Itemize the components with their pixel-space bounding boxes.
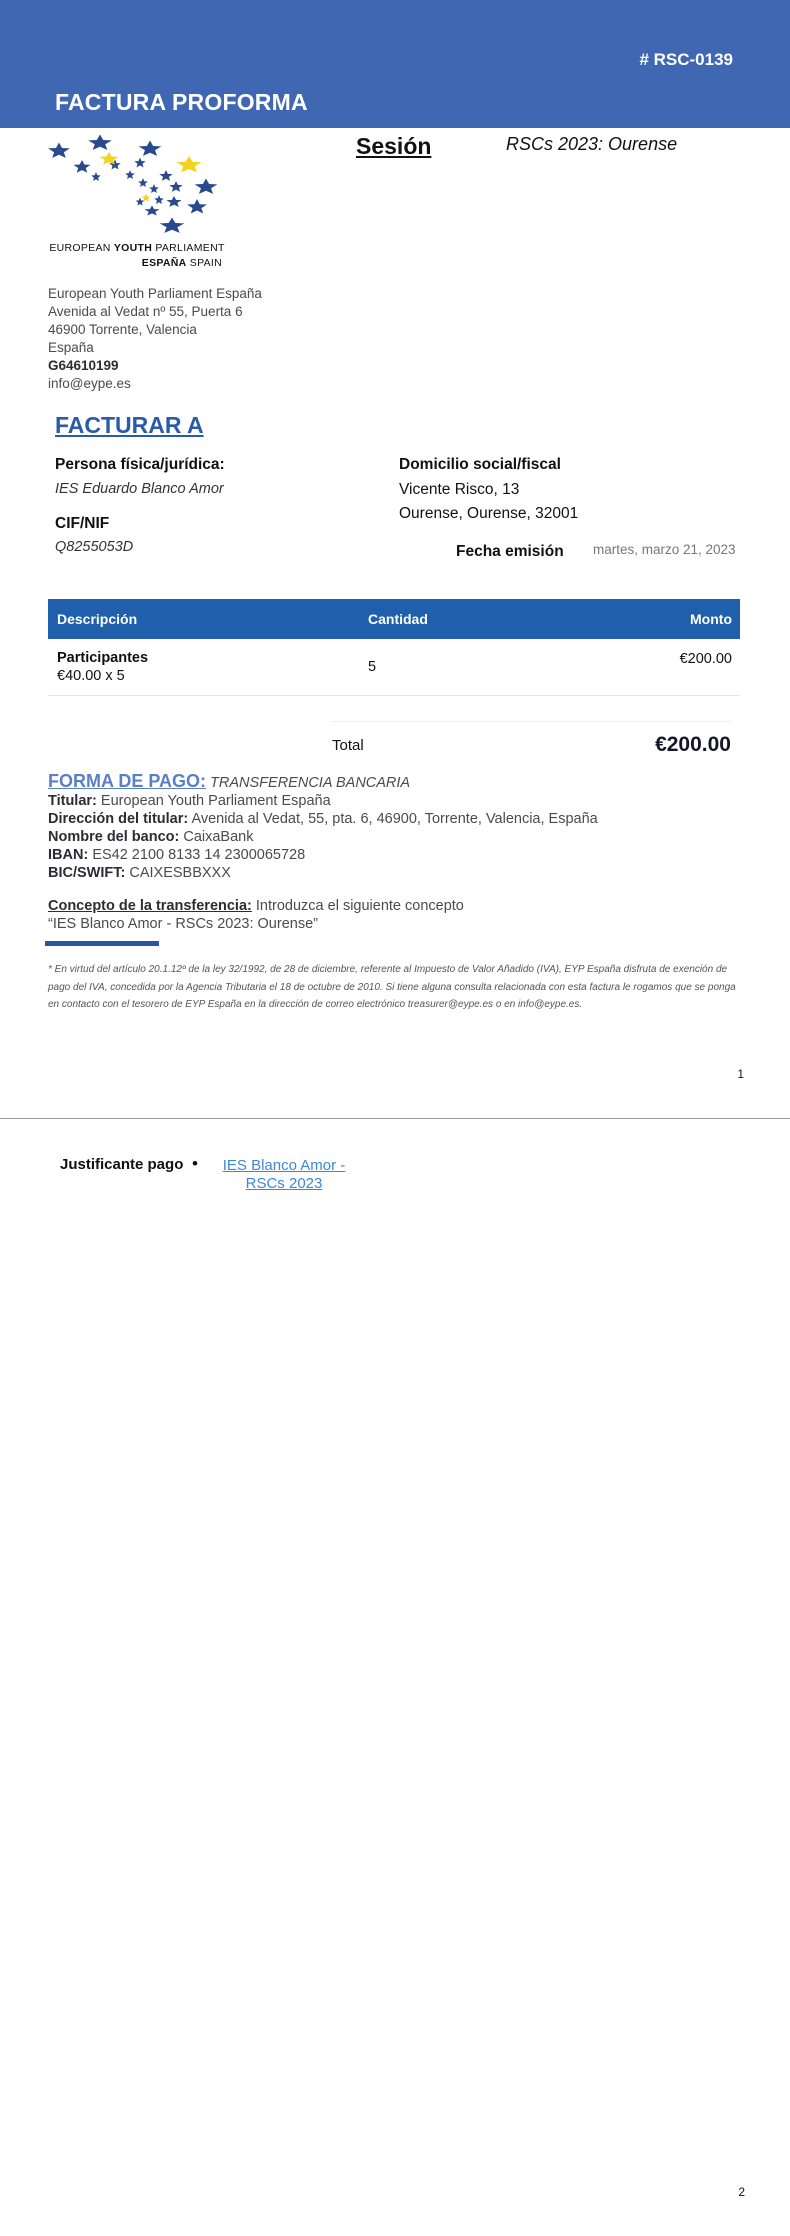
item-detail: €40.00 x 5 <box>57 668 125 684</box>
bank-label: Nombre del banco: <box>48 829 180 845</box>
item-description: Participantes <box>57 650 149 666</box>
payment-title: FORMA DE PAGO: <box>48 771 206 791</box>
items-table-header <box>48 599 740 639</box>
person-value: IES Eduardo Blanco Amor <box>55 481 224 497</box>
transfer-concept <box>48 897 464 933</box>
session-name: RSCs 2023: Ourense <box>506 134 678 154</box>
item-quantity: 5 <box>368 659 377 675</box>
holder-label: Titular: <box>48 793 97 809</box>
eyp-logo <box>42 134 232 274</box>
issue-date-label: Fecha emisión <box>456 543 564 560</box>
person-label: Persona física/jurídica: <box>55 456 225 473</box>
iban-value: ES42 2100 8133 14 2300065728 <box>92 847 306 863</box>
accent-bar <box>45 941 159 946</box>
address-line1: Vicente Risco, 13 <box>399 481 520 498</box>
payment-details <box>48 772 748 882</box>
concept-value: “IES Blanco Amor - RSCs 2023: Ourense” <box>48 916 318 932</box>
holder-value: European Youth Parliament España <box>100 793 331 809</box>
legal-note: * En virtud del artículo 20.1.12º de la ley 32/1992, de 28 de diciembre, referente al Impuesto de Valor Añadido (IVA), EYP España disfruta de exención de pago del IVA, concedida por la Agencia Tributaria el 18 de octubre de 2010. Si tiene alguna consulta relacionada con esta factura le rogamos que se ponga en contacto con el tesorero de EYP España en la dirección de correo electrónico treasurer@eype.es o en info@eype.es. <box>48 964 736 1010</box>
bic-label: BIC/SWIFT: <box>48 865 126 881</box>
issue-date-value: martes, marzo 21, 2023 <box>593 542 736 557</box>
issuer-email: info@eype.es <box>48 376 131 391</box>
page-number-1: 1 <box>737 1067 744 1081</box>
item-amount: €200.00 <box>679 651 732 667</box>
bank-value: CaixaBank <box>183 829 254 845</box>
address-label: Domicilio social/fiscal <box>399 456 561 473</box>
col-amount: Monto <box>690 611 732 627</box>
issuer-country: España <box>48 340 94 355</box>
eyp-stars-icon <box>42 134 232 239</box>
page-number-2: 2 <box>738 2185 745 2199</box>
session-label: Sesión <box>356 133 432 159</box>
total-value: €200.00 <box>655 733 731 756</box>
table-row <box>48 640 740 696</box>
col-quantity: Cantidad <box>368 611 428 627</box>
issuer-address-line2: 46900 Torrente, Valencia <box>48 322 197 337</box>
concept-intro: Introduzca el siguiente concepto <box>255 898 464 914</box>
issuer-details <box>48 285 262 393</box>
payment-method: TRANSFERENCIA BANCARIA <box>210 775 411 791</box>
bullet-icon: • <box>192 1154 198 1173</box>
bill-to-heading: FACTURAR A <box>55 412 204 438</box>
logo-text-line2: ESPAÑA SPAIN <box>141 257 222 269</box>
holder-address-label: Dirección del titular: <box>48 811 189 827</box>
bic-value: CAIXESBBXXX <box>129 865 231 881</box>
document-title: FACTURA PROFORMA <box>55 89 308 115</box>
col-description: Descripción <box>57 611 138 627</box>
payment-proof-label: Justificante pago <box>60 1156 184 1173</box>
issuer-name: European Youth Parliament España <box>48 286 262 301</box>
cif-value: Q8255053D <box>55 539 134 555</box>
address-line2: Ourense, Ourense, 32001 <box>399 505 579 522</box>
concept-label: Concepto de la transferencia: <box>48 898 252 914</box>
total-divider <box>330 721 732 722</box>
invoice-number: # RSC-0139 <box>639 50 733 69</box>
iban-label: IBAN: <box>48 847 89 863</box>
page-break <box>0 1118 790 1119</box>
issuer-address-line1: Avenida al Vedat nº 55, Puerta 6 <box>48 304 243 319</box>
cif-label: CIF/NIF <box>55 515 110 532</box>
header-band <box>0 0 790 128</box>
logo-text-line1: EUROPEAN YOUTH PARLIAMENT <box>49 242 225 254</box>
total-label: Total <box>332 737 364 754</box>
payment-proof-link[interactable]: IES Blanco Amor - RSCs 2023 <box>222 1157 346 1191</box>
issuer-tax-id: G64610199 <box>48 358 119 373</box>
holder-address-value: Avenida al Vedat, 55, pta. 6, 46900, Torrente, Valencia, España <box>191 811 598 827</box>
